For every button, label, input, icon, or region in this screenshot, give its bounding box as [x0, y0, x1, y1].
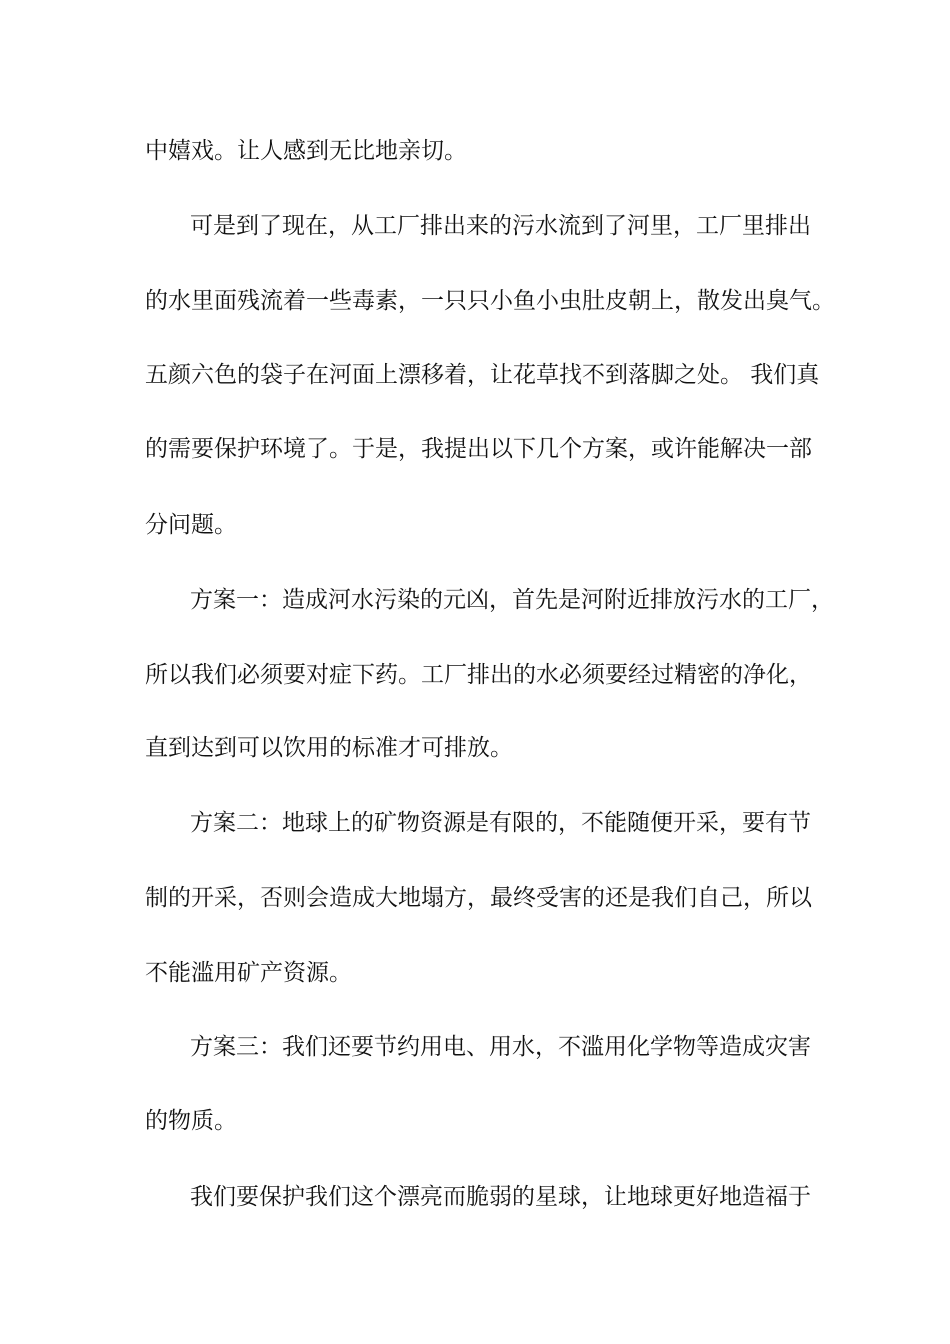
- text-line: 方案三：我们还要节约用电、用水，不滥用化学物等造成灾害: [190, 1034, 811, 1060]
- text-line: 所以我们必须要对症下药。工厂排出的水必须要经过精密的净化，: [145, 662, 812, 688]
- text-line: 可是到了现在，从工厂排出来的污水流到了河里，工厂里排出: [190, 213, 811, 239]
- text-line: 不能滥用矿产资源。: [145, 960, 352, 986]
- text-line: 直到达到可以饮用的标准才可排放。: [145, 735, 513, 761]
- text-line: 中嬉戏。让人感到无比地亲切。: [145, 138, 467, 164]
- text-line: 的需要保护环境了。于是，我提出以下几个方案，或许能解决一部: [145, 436, 812, 462]
- text-line: 我们要保护我们这个漂亮而脆弱的星球，让地球更好地造福于: [190, 1184, 811, 1210]
- text-line: 制的开采，否则会造成大地塌方，最终受害的还是我们自己，所以: [145, 885, 812, 911]
- text-line: 分问题。: [145, 512, 237, 538]
- text-line: 的物质。: [145, 1108, 237, 1134]
- text-line: 方案二：地球上的矿物资源是有限的，不能随便开采，要有节: [190, 810, 811, 836]
- text-line: 方案一：造成河水污染的元凶，首先是河附近排放污水的工厂，: [190, 587, 834, 613]
- text-line: 的水里面残流着一些毒素，一只只小鱼小虫肚皮朝上，散发出臭气。: [145, 288, 835, 314]
- text-line: 五颜六色的袋子在河面上漂移着，让花草找不到落脚之处。 我们真: [145, 362, 820, 388]
